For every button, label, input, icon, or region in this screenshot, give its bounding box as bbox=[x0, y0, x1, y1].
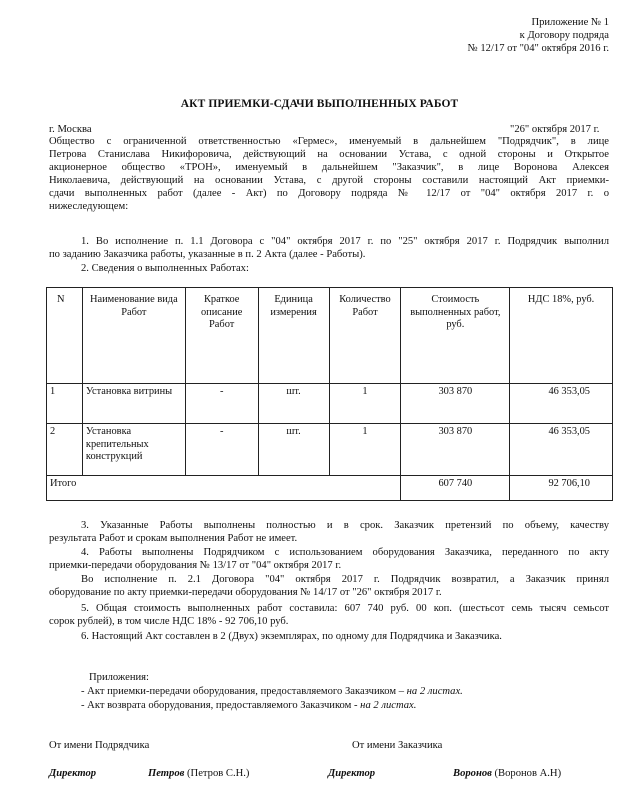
appendix-line-3: № 12/17 от "04" октября 2016 г. bbox=[467, 43, 609, 54]
table-header-row bbox=[47, 288, 613, 384]
row-qty: 1 bbox=[329, 384, 401, 424]
item-1-line: 1. Во исполнение п. 1.1 Договора с "04" октября 2017 г. по "25" октября 2017 г. Подрядчик выполнил bbox=[81, 236, 609, 247]
row-cost: 303 870 bbox=[401, 384, 510, 424]
contractor-sign: Петров bbox=[148, 768, 185, 779]
item-5 bbox=[49, 603, 609, 629]
row-name: Установка крепительных конструкций bbox=[82, 424, 185, 476]
total-cost: 607 740 bbox=[401, 476, 510, 501]
document-title: АКТ ПРИЕМКИ-СДАЧИ ВЫПОЛНЕННЫХ РАБОТ bbox=[180, 98, 459, 110]
intro-line: нижеследующем: bbox=[49, 201, 129, 212]
customer-label: От имени Заказчика bbox=[352, 740, 443, 751]
intro-line: сдачи выполненных работ (далее - Акт) по Договору подряда № 12/17 от "04" октября 2017 г. о bbox=[49, 188, 609, 199]
header-vat: НДС 18%, руб. bbox=[510, 288, 613, 384]
attachment-2-text: - Акт возврата оборудования, предоставляемого Заказчиком bbox=[81, 700, 352, 711]
attachment-1 bbox=[81, 686, 463, 699]
appendix-header bbox=[468, 16, 609, 55]
header-unit: Единица измерения bbox=[258, 288, 329, 384]
customer-name: (Воронов А.Н) bbox=[491, 768, 562, 779]
customer-role: Директор bbox=[328, 768, 376, 779]
header-cost: Стоимость выполненных работ, руб. bbox=[401, 288, 510, 384]
item-4-return-line: Во исполнение п. 2.1 Договора "04" октября 2017 г. Подрядчик возвратил, а Заказчик принял bbox=[81, 574, 609, 585]
table-total-row bbox=[47, 476, 613, 501]
city: г. Москва bbox=[49, 124, 92, 135]
row-n: 1 bbox=[47, 384, 83, 424]
row-vat: 46 353,05 bbox=[510, 424, 613, 476]
appendix-line-2: к Договору подряда bbox=[519, 30, 609, 41]
attachment-1-note: – на 2 листах. bbox=[396, 686, 463, 697]
item-4-return bbox=[49, 574, 609, 600]
attachment-1-text: - Акт приемки-передачи оборудования, предоставляемого Заказчиком bbox=[81, 686, 397, 697]
row-desc: - bbox=[185, 384, 258, 424]
row-cost: 303 870 bbox=[401, 424, 510, 476]
intro-line: Общество с ограниченной ответственностью «Гермес», именуемый в дальнейшем "Подрядчик", в лице bbox=[49, 136, 609, 147]
works-table bbox=[46, 287, 613, 501]
row-n: 2 bbox=[47, 424, 83, 476]
contractor-name: (Петров С.Н.) bbox=[184, 768, 250, 779]
total-vat: 92 706,10 bbox=[510, 476, 613, 501]
item-4-line: 4. Работы выполнены Подрядчиком с использованием оборудования Заказчика, переданного по акту bbox=[81, 547, 609, 558]
item-3 bbox=[49, 520, 609, 546]
row-vat: 46 353,05 bbox=[510, 384, 613, 424]
item-1-line: по заданию Заказчика работы, указанные в п. 2 Акта (далее - Работы). bbox=[49, 249, 366, 260]
table-row bbox=[47, 424, 613, 476]
item-4-line: приемки-передачи оборудования № 13/17 от "04" октября 2017 г. bbox=[49, 560, 342, 571]
customer-sign: Воронов bbox=[453, 768, 492, 779]
item-5-line: сорок рублей), в том числе НДС 18% - 92 706,10 руб. bbox=[49, 616, 289, 627]
appendix-line-1: Приложение № 1 bbox=[531, 17, 609, 28]
attachments-title: Приложения: bbox=[89, 672, 149, 683]
contractor-role: Директор bbox=[49, 768, 97, 779]
row-unit: шт. bbox=[258, 384, 329, 424]
header-qty: Количество Работ bbox=[329, 288, 401, 384]
intro-line: Петрова Станислава Никифоровича, действующий на основании Устава, с одной стороны и Открытое bbox=[49, 149, 609, 160]
item-6: 6. Настоящий Акт составлен в 2 (Двух) экземплярах, по одному для Подрядчика и Заказчика. bbox=[81, 631, 502, 642]
total-label: Итого bbox=[47, 476, 401, 501]
item-4-return-line: оборудование по акту приемки-передачи оборудования № 14/17 от "26" октября 2017 г. bbox=[49, 587, 442, 598]
intro-line: акционерное общество «ТРОН», именуемый в дальнейшем "Заказчик", в лице Воронова Алексея bbox=[49, 162, 609, 173]
contractor-signature bbox=[148, 768, 249, 781]
contractor-label: От имени Подрядчика bbox=[49, 740, 150, 751]
header-name: Наименование вида Работ bbox=[82, 288, 185, 384]
intro-paragraph bbox=[49, 136, 609, 214]
header-desc: Краткое описание Работ bbox=[185, 288, 258, 384]
item-4 bbox=[49, 547, 609, 573]
attachment-2 bbox=[81, 700, 416, 713]
table-row bbox=[47, 384, 613, 424]
item-3-line: результата Работ и срокам выполнения Работ не имеет. bbox=[49, 533, 298, 544]
item-5-line: 5. Общая стоимость выполненных работ составила: 607 740 руб. 00 коп. (шестьсот семь тысяч семьсот bbox=[81, 603, 609, 614]
customer-signature bbox=[453, 768, 561, 781]
item-1 bbox=[49, 236, 609, 262]
attachment-2-note: - на 2 листах. bbox=[351, 700, 417, 711]
item-3-line: 3. Указанные Работы выполнены полностью и в срок. Заказчик претензий по объему, качеству bbox=[81, 520, 609, 531]
document-date: "26" октября 2017 г. bbox=[510, 124, 600, 135]
row-desc: - bbox=[185, 424, 258, 476]
row-name: Установка витрины bbox=[82, 384, 185, 424]
header-n: N bbox=[47, 288, 83, 384]
intro-line: Николаевича, действующий на основании Устава, с другой стороны составили настоящий Акт приемки- bbox=[49, 175, 609, 186]
item-2: 2. Сведения о выполненных Работах: bbox=[81, 263, 249, 274]
row-qty: 1 bbox=[329, 424, 401, 476]
row-unit: шт. bbox=[258, 424, 329, 476]
